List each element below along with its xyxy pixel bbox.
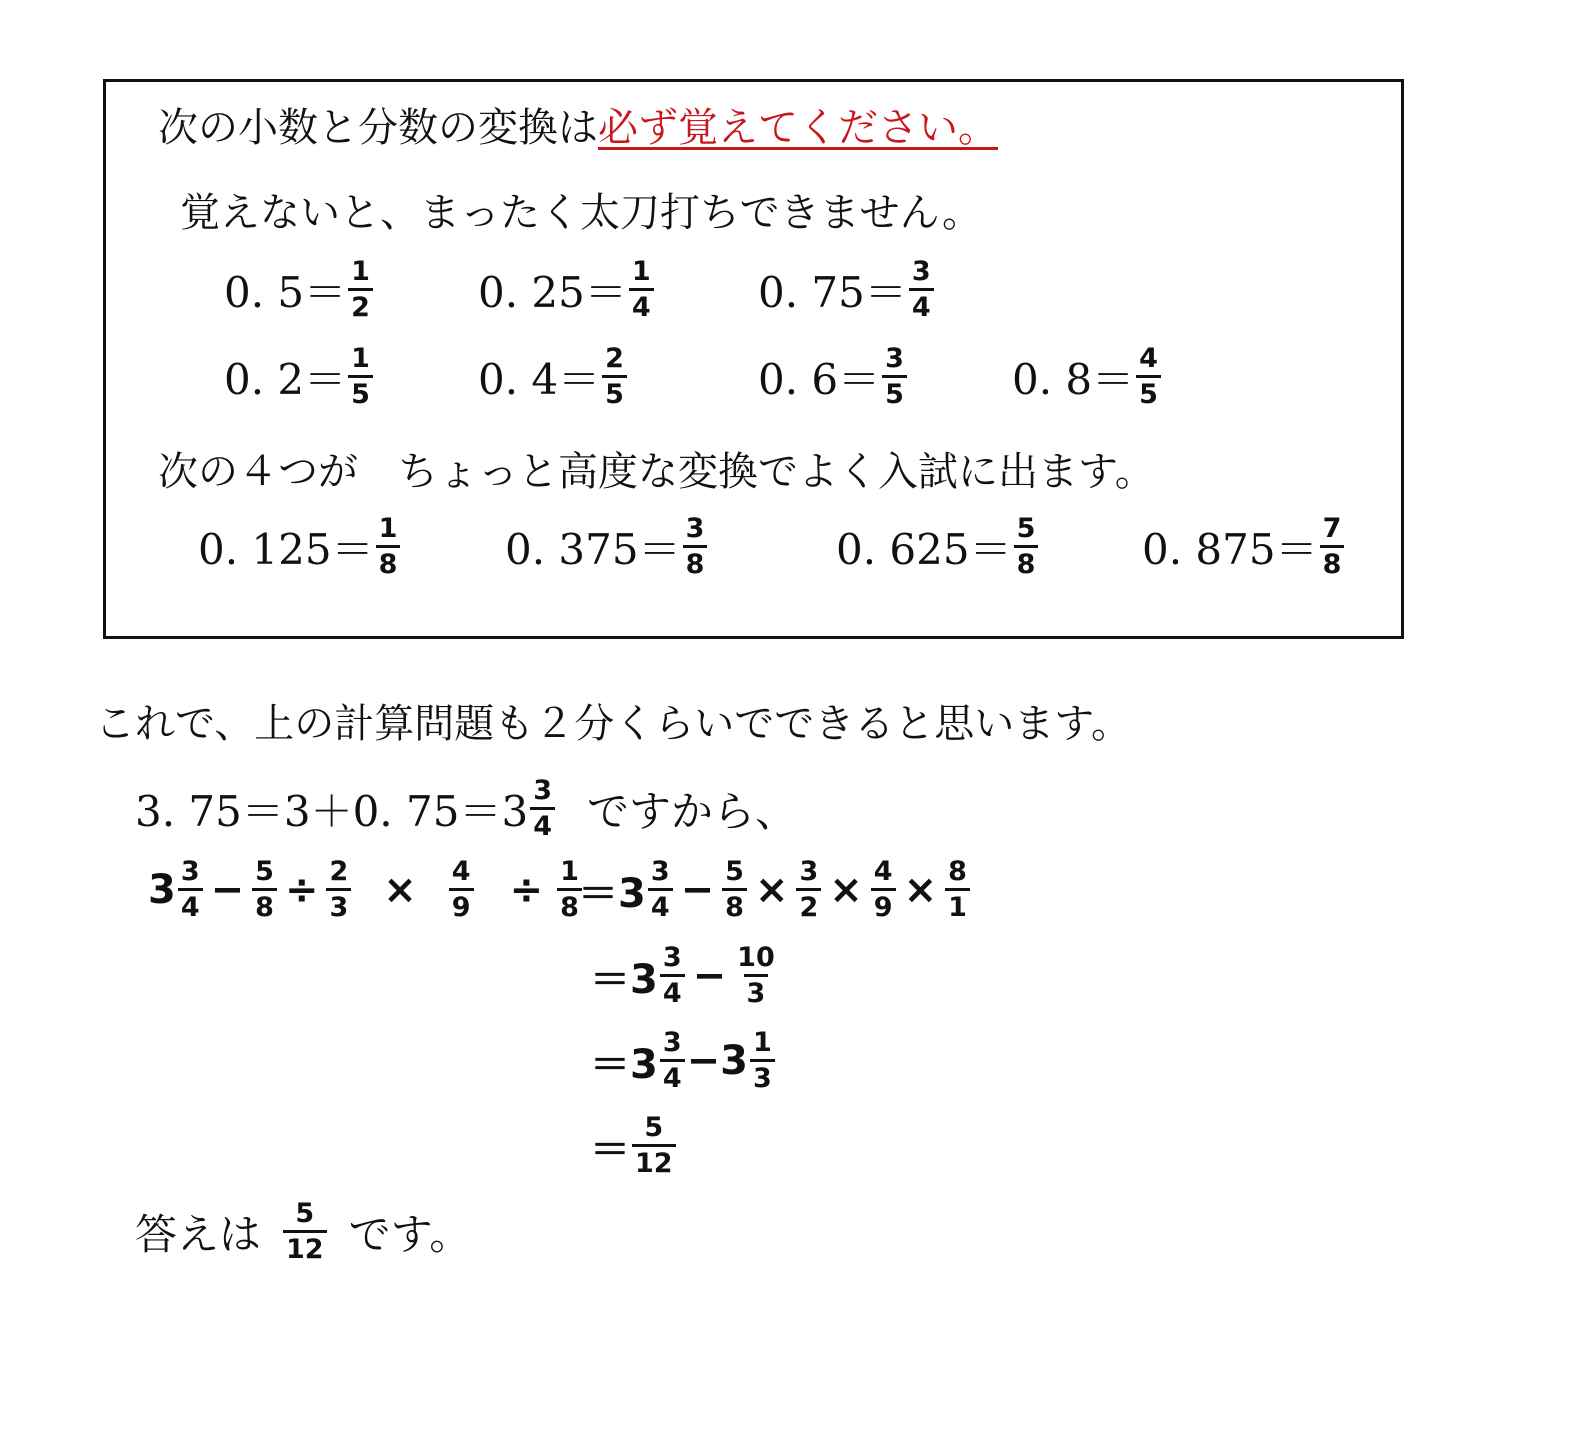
conversion-item bbox=[224, 258, 375, 323]
conversion-item bbox=[478, 258, 656, 323]
problem-expression bbox=[148, 858, 584, 923]
decimal: 0. 6＝ bbox=[758, 355, 881, 405]
decimal: 0. 375＝ bbox=[505, 525, 681, 575]
decimal: 0. 4＝ bbox=[478, 355, 601, 405]
decimal: 0. 125＝ bbox=[198, 525, 374, 575]
divide-sign: ÷ bbox=[509, 867, 544, 914]
divide-sign: ÷ bbox=[284, 867, 319, 914]
fraction: $\frac{5}{8}$ bbox=[1014, 515, 1039, 580]
times-sign: × bbox=[829, 867, 863, 914]
decimal: 0. 625＝ bbox=[836, 525, 1012, 575]
fraction: $\frac{5}{8}$ bbox=[252, 858, 277, 923]
times-sign: × bbox=[903, 867, 938, 914]
fraction: $\frac{3}{4}$ bbox=[660, 944, 685, 1009]
fraction: $\frac{7}{8}$ bbox=[1320, 515, 1345, 580]
fraction: $\frac{3}{4}$ bbox=[178, 858, 203, 923]
solution-step-2 bbox=[590, 944, 780, 1009]
equals-sign: ＝ bbox=[590, 1126, 630, 1173]
fraction: $\frac{3}{4}$ bbox=[909, 258, 934, 323]
advanced-heading: 次の４つが ちょっと高度な変換でよく入試に出ます。 bbox=[158, 449, 1155, 495]
solution-step-1 bbox=[578, 858, 972, 923]
conversion-item bbox=[478, 345, 629, 410]
equals-three: ＝3 bbox=[590, 1041, 658, 1088]
fraction: $\frac{1}{2}$ bbox=[348, 258, 373, 323]
fraction: $\frac{3}{8}$ bbox=[683, 515, 708, 580]
fraction: $\frac{3}{4}$ bbox=[530, 777, 555, 842]
conversion-item bbox=[198, 515, 402, 580]
conversion-item bbox=[1012, 345, 1163, 410]
fraction: $\frac{5}{8}$ bbox=[722, 858, 747, 923]
decimal: 0. 2＝ bbox=[224, 355, 347, 405]
fraction: $\frac{10}{3}$ bbox=[737, 942, 775, 1010]
answer-fraction: $\frac{5}{12}$ bbox=[283, 1200, 327, 1265]
answer-prefix: 答えは bbox=[135, 1210, 262, 1260]
fraction: $\frac{3}{4}$ bbox=[660, 1029, 685, 1094]
solution-step-3 bbox=[590, 1029, 777, 1094]
step-suffix: ですから、 bbox=[586, 787, 797, 837]
equals-three: ＝3 bbox=[590, 956, 658, 1003]
minus-sign: − bbox=[680, 867, 715, 914]
fraction: $\frac{4}{9}$ bbox=[871, 858, 896, 923]
fraction: $\frac{3}{4}$ bbox=[648, 858, 673, 923]
heading-emphasis: 必ず覚えてください。 bbox=[598, 105, 998, 151]
fraction: $\frac{1}{5}$ bbox=[348, 345, 373, 410]
fraction: $\frac{4}{9}$ bbox=[449, 858, 474, 923]
conversion-item bbox=[505, 515, 709, 580]
box-heading bbox=[158, 105, 998, 151]
warning-line: 覚えないと、まったく太刀打ちできません。 bbox=[180, 190, 982, 236]
times-sign: × bbox=[754, 867, 789, 914]
fraction: $\frac{3}{2}$ bbox=[796, 858, 821, 923]
fraction: $\frac{2}{5}$ bbox=[602, 345, 627, 410]
conversion-item bbox=[758, 345, 909, 410]
decimal-conversion-step bbox=[135, 777, 797, 842]
step-prefix: 3. 75＝3＋0. 75＝3 bbox=[135, 787, 529, 837]
whole-number: 3 bbox=[148, 867, 176, 914]
decimal: 0. 25＝ bbox=[478, 268, 627, 318]
fraction: $\frac{4}{5}$ bbox=[1136, 345, 1161, 410]
solution-step-4 bbox=[590, 1114, 678, 1179]
decimal: 0. 875＝ bbox=[1142, 525, 1318, 575]
equals-three: ＝3 bbox=[578, 870, 646, 917]
answer-line bbox=[135, 1200, 471, 1265]
heading-plain: 次の小数と分数の変換は bbox=[158, 105, 598, 151]
fraction: $\frac{1}{4}$ bbox=[629, 258, 654, 323]
answer-suffix: です。 bbox=[348, 1210, 472, 1260]
conversion-item bbox=[224, 345, 375, 410]
minus-sign: − bbox=[210, 867, 245, 914]
fraction: $\frac{1}{8}$ bbox=[557, 858, 582, 923]
minus-three: −3 bbox=[686, 1038, 748, 1085]
decimal: 0. 5＝ bbox=[224, 268, 347, 318]
fraction: $\frac{8}{1}$ bbox=[945, 858, 970, 923]
fraction: $\frac{2}{3}$ bbox=[326, 858, 351, 923]
minus-sign: − bbox=[692, 953, 727, 1000]
decimal: 0. 75＝ bbox=[758, 268, 907, 318]
conversion-item bbox=[1142, 515, 1346, 580]
intro-text: これで、上の計算問題も２分くらいでできると思います。 bbox=[95, 701, 1131, 747]
fraction: $\frac{5}{12}$ bbox=[632, 1114, 676, 1179]
conversion-item bbox=[758, 258, 936, 323]
fraction: $\frac{1}{3}$ bbox=[750, 1029, 775, 1094]
fraction: $\frac{3}{5}$ bbox=[882, 345, 907, 410]
conversion-item bbox=[836, 515, 1040, 580]
times-sign: × bbox=[383, 867, 417, 914]
fraction: $\frac{1}{8}$ bbox=[376, 515, 401, 580]
decimal: 0. 8＝ bbox=[1012, 355, 1135, 405]
